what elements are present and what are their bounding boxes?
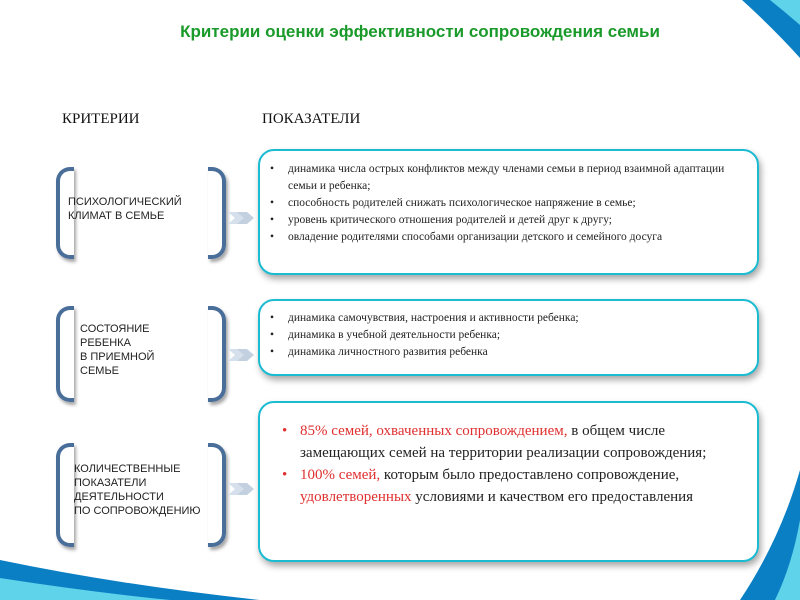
list-item: • уровень критического отношения родителей и детей друг к другу; <box>288 212 745 229</box>
list-item: • динамика самочувствия, настроения и активности ребенка; <box>288 310 745 327</box>
left-bracket <box>56 306 74 402</box>
indicators-header: ПОКАЗАТЕЛИ <box>262 111 361 127</box>
criterion-child-state <box>56 306 226 402</box>
indicators-box-psych-climate <box>258 149 759 275</box>
list-item: • динамика личностного развития ребенка <box>288 344 745 361</box>
list-item: • 100% семей, которым было предоставлено сопровождение, удовлетворенных условиями и качеством его предоставления <box>300 464 743 508</box>
criteria-header: КРИТЕРИИ <box>62 111 140 127</box>
list-item: • способность родителей снижать психологическое напряжение в семье; <box>288 195 745 212</box>
highlight-text: 85% семей, охваченных сопровождением, <box>300 423 568 439</box>
double-chevron-arrow-icon <box>227 480 255 498</box>
right-bracket <box>208 167 226 259</box>
indicators-box-child-state <box>258 299 759 376</box>
right-bracket <box>208 306 226 402</box>
list-item: • динамика в учебной деятельности ребенка; <box>288 327 745 344</box>
highlight-text: 100% семей, <box>300 467 381 483</box>
criterion-label: СОСТОЯНИЕ РЕБЕНКА В ПРИЕМНОЙ СЕМЬЕ <box>80 323 155 377</box>
indicators-box-quantitative <box>258 401 759 562</box>
double-chevron-arrow-icon <box>227 209 255 227</box>
right-bracket <box>208 443 226 547</box>
list-item: • 85% семей, охваченных сопровождением, в общем числе замещающих семей на территории реализации сопровождения; <box>300 420 743 464</box>
highlight-text: удовлетворенных <box>300 489 412 505</box>
criterion-label: КОЛИЧЕСТВЕННЫЕ ПОКАЗАТЕЛИ ДЕЯТЕЛЬНОСТИ ПО СОПРОВОЖДЕНИЮ <box>74 463 201 517</box>
criterion-label: ПСИХОЛОГИЧЕСКИЙ КЛИМАТ В СЕМЬЕ <box>68 196 182 222</box>
page-title: Критерии оценки эффективности сопровождения семьи <box>180 22 660 41</box>
double-chevron-arrow-icon <box>227 346 255 364</box>
list-item: • овладение родителями способами организации детского и семейного досуга <box>288 229 745 246</box>
criterion-quantitative <box>56 443 226 547</box>
list-item: • динамика числа острых конфликтов между членами семьи в период взаимной адаптации семьи и ребенка; <box>288 161 745 195</box>
criterion-psych-climate <box>56 167 226 259</box>
left-bracket <box>56 443 74 547</box>
